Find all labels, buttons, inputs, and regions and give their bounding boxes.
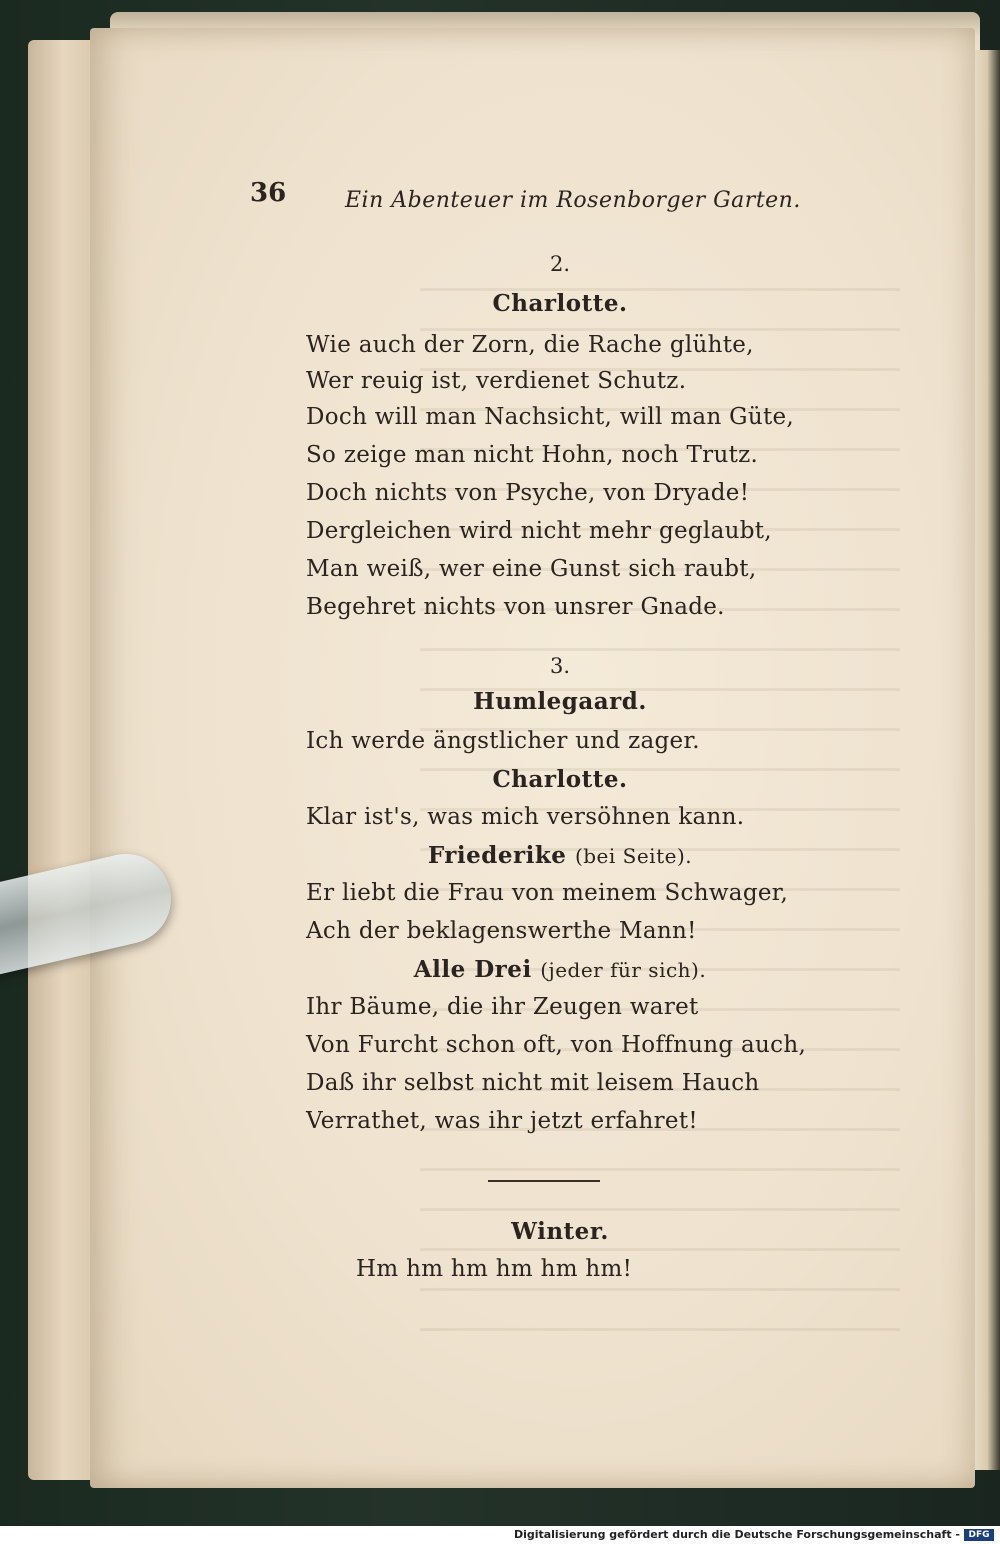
verse-line: Ich werde ängstlicher und zager.	[306, 728, 700, 754]
speaker-name: Charlotte.	[492, 290, 628, 317]
verse-line: Er liebt die Frau von meinem Schwager,	[306, 880, 789, 906]
verse-line: Ach der beklagenswerthe Mann!	[306, 918, 697, 944]
verse-line: Dergleichen wird nicht mehr geglaubt,	[306, 518, 772, 544]
verse-line: So zeige man nicht Hohn, noch Trutz.	[306, 442, 759, 468]
verse-line: Wie auch der Zorn, die Rache glühte,	[306, 332, 754, 358]
verse-line: Doch will man Nachsicht, will man Güte,	[306, 404, 795, 430]
speaker-with-aside	[250, 842, 870, 869]
funding-credit: Digitalisierung gefördert durch die Deutsche Forschungsgemeinschaft -	[513, 1528, 960, 1541]
verse-line: Doch nichts von Psyche, von Dryade!	[306, 480, 750, 506]
speaker-name: Charlotte.	[492, 766, 628, 793]
speaker-name: Alle Drei	[413, 956, 532, 983]
running-title: Ein Abenteuer im Rosenborger Garten.	[345, 188, 801, 213]
dfg-logo: DFG	[964, 1529, 994, 1541]
verse-line: Ihr Bäume, die ihr Zeugen waret	[306, 994, 699, 1020]
verse-line: Wer reuig ist, verdienet Schutz.	[306, 368, 687, 394]
page-number: 36	[250, 178, 287, 208]
stage-direction: (bei Seite).	[574, 844, 693, 868]
verse-line: Klar ist's, was mich versöhnen kann.	[306, 804, 745, 830]
verse-line: Verrathet, was ihr jetzt erfahret!	[306, 1108, 698, 1134]
section-divider	[488, 1180, 600, 1182]
speaker-name: Winter.	[511, 1218, 609, 1245]
verse-line: Man weiß, wer eine Gunst sich raubt,	[306, 556, 757, 582]
speaker-name: Humlegaard.	[473, 688, 647, 715]
verse-line: Von Furcht schon oft, von Hoffnung auch,	[306, 1032, 807, 1058]
stage-direction: (jeder für sich).	[540, 958, 707, 982]
speaker-name: Friederike	[427, 842, 567, 869]
section-number: 3.	[549, 654, 571, 678]
verse-line: Hm hm hm hm hm hm!	[356, 1256, 633, 1282]
verse-line: Daß ihr selbst nicht mit leisem Hauch	[306, 1070, 760, 1096]
section-number: 2.	[549, 252, 571, 276]
footer-bar	[0, 1526, 1000, 1544]
speaker-with-aside	[250, 956, 870, 983]
verse-line: Begehret nichts von unsrer Gnade.	[306, 594, 725, 620]
